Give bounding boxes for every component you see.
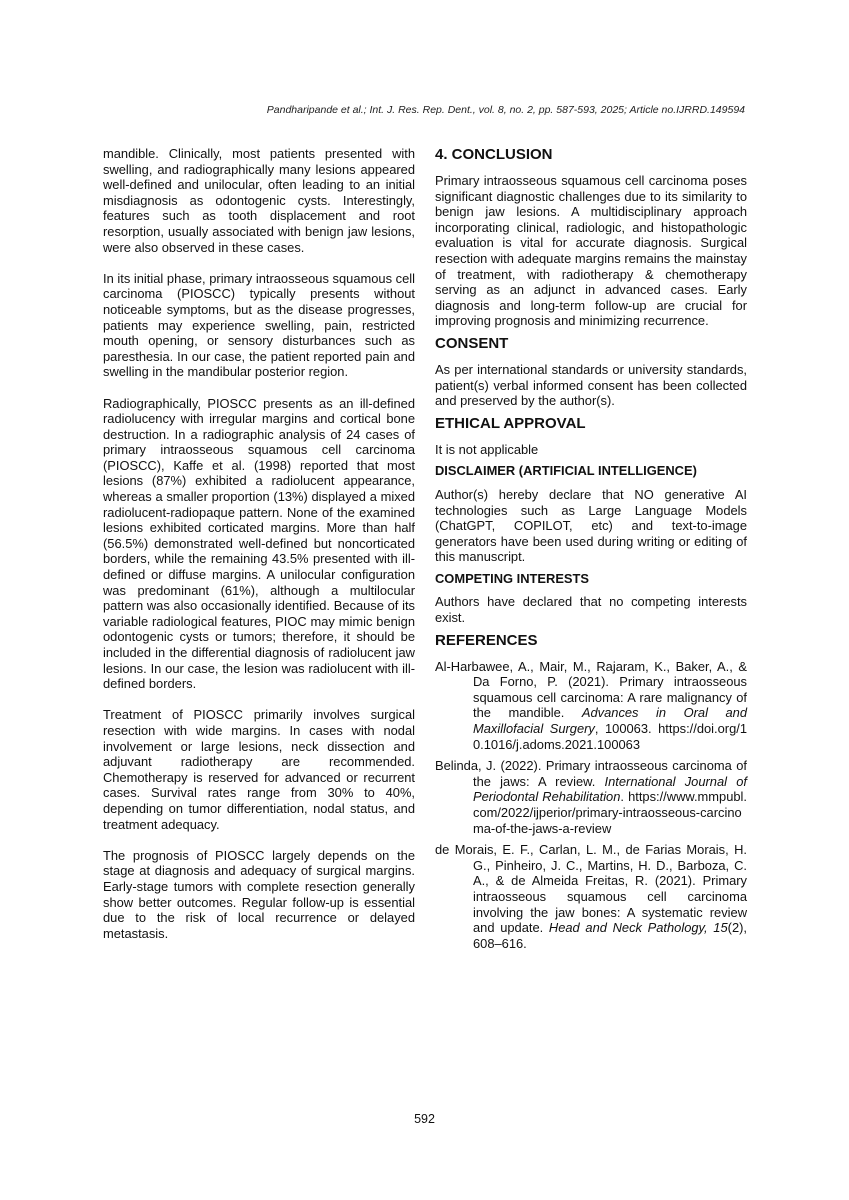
running-head: Pandharipande et al.; Int. J. Res. Rep. Dent., vol. 8, no. 2, pp. 587-593, 2025; Article no.IJRRD.149594 [266, 104, 745, 116]
conclusion-text: Primary intraosseous squamous cell carcinoma poses significant diagnostic challenges due to its similarity to benign jaw lesions. A multidisciplinary approach incorporating clinical, radiologic, and histopathologic evaluation is vital for accurate diagnosis. Surgical resection with adequate margins remains the mainstay of treatment, with radiotherapy & chemotherapy serving as an adjunct in advanced cases. Early diagnosis and long-term follow-up are crucial for improving prognosis and minimizing recurrence. [435, 173, 747, 329]
reference-item: Al-Harbawee, A., Mair, M., Rajaram, K., Baker, A., & Da Forno, P. (2021). Primary intraosseous squamous cell carcinoma: A rare malignancy of the mandible. Advances in Oral and Maxillofacial Surgery, 100063. https://doi.org/10.1016/j.adoms.2021.100063 [435, 658, 747, 752]
paragraph-discussion-2: In its initial phase, primary intraosseous squamous cell carcinoma (PIOSCC) typically presents without noticeable symptoms, but as the disease progresses, patients may experience swelling, pain, restricted mouth opening, or sensory disturbances such as paresthesia. In our case, the patient reported pain and swelling in the mandibular posterior region. [103, 270, 415, 380]
page-number: 592 [414, 1112, 435, 1126]
disclaimer-text: Author(s) hereby declare that NO generative AI technologies such as Large Language Models (ChatGPT, COPILOT, etc) and text-to-image generators have been used during writing or editing of this manuscript. [435, 486, 747, 565]
paragraph-discussion-1: mandible. Clinically, most patients presented with swelling, and radiographically many lesions appeared well-defined and unilocular, often leading to an initial misdiagnosis as odontogenic cysts. Interestingly, features such as tooth displacement and root resorption, usually associated with benign jaw lesions, were also observed in these cases. [103, 146, 415, 255]
reference-item: de Morais, E. F., Carlan, L. M., de Farias Morais, H. G., Pinheiro, J. C., Martins, H. D., Barboza, C. A., & de Almeida Freitas, R. (2021). Primary intraosseous squamous cell carcinoma involving the jaw bones: A systematic review and update. Head and Neck Pathology, 15(2), 608–616. [435, 842, 747, 951]
consent-text: As per international standards or university standards, patient(s) verbal informed consent has been collected and preserved by the author(s). [435, 361, 747, 409]
consent-heading: CONSENT [435, 334, 509, 352]
reference-link[interactable]: https://doi.org/10.1016/j.adoms.2021.100063 [473, 721, 747, 752]
references-heading: REFERENCES [435, 631, 538, 649]
paragraph-discussion-5: The prognosis of PIOSCC largely depends on the stage at diagnosis and adequacy of surgical margins. Early-stage tumors with complete resection generally show better outcomes. Regular follow-up is essential due to the risk of local recurrence or delayed metastasis. [103, 847, 415, 941]
ethical-approval-text: It is not applicable [435, 441, 539, 457]
right-column [435, 146, 747, 957]
reference-link[interactable]: https://www.mmpubl.com/2022/ijperior/primary-intraosseous-carcinoma-of-the-jaws-a-review [473, 789, 747, 836]
paragraph-discussion-4: Treatment of PIOSCC primarily involves surgical resection with wide margins. In cases with nodal involvement or large lesions, neck dissection and adjuvant radiotherapy are recommended. Chemotherapy is reserved for advanced or recurrent cases. Survival rates range from 30% to 40%, depending on tumor differentiation, nodal status, and treatment adequacy. [103, 707, 415, 832]
paragraph-discussion-3: Radiographically, PIOSCC presents as an ill-defined radiolucency with irregular margins and cortical bone destruction. In a radiographic analysis of 24 cases of primary intraosseous squamous cell carcinoma (PIOSCC), Kaffe et al. (1998) reported that most lesions (87%) exhibited a radiolucent appearance, whereas a smaller proportion (13%) displayed a mixed radiolucent-radiopaque pattern. None of the examined lesions exhibited corticated margins. More than half (56.5%) demonstrated well-defined but noncorticated borders, while the remaining 43.5% presented with ill-defined or diffuse margins. A unilocular configuration was predominant (61%), although a multilocular pattern was also occasionally identified. Because of its variable radiological features, PIOC may mimic benign odontogenic cysts or tumors; therefore, it should be included in the differential diagnosis of radiolucent jaw lesions. In our case, the lesion was radiolucent with ill-defined borders. [103, 395, 415, 692]
disclaimer-heading: DISCLAIMER (ARTIFICIAL INTELLIGENCE) [435, 463, 697, 479]
reference-item: Belinda, J. (2022). Primary intraosseous carcinoma of the jaws: A review. International Journal of Periodontal Rehabilitation. https://www.mmpubl.com/2022/ijperior/primary-intraosseous-carcinoma-of-the-jaws-a-review [435, 758, 747, 836]
competing-interests-text: Authors have declared that no competing interests exist. [435, 594, 747, 626]
conclusion-heading: 4. CONCLUSION [435, 146, 553, 163]
left-column [103, 146, 415, 957]
ethical-approval-heading: ETHICAL APPROVAL [435, 414, 586, 432]
competing-interests-heading: COMPETING INTERESTS [435, 570, 589, 586]
